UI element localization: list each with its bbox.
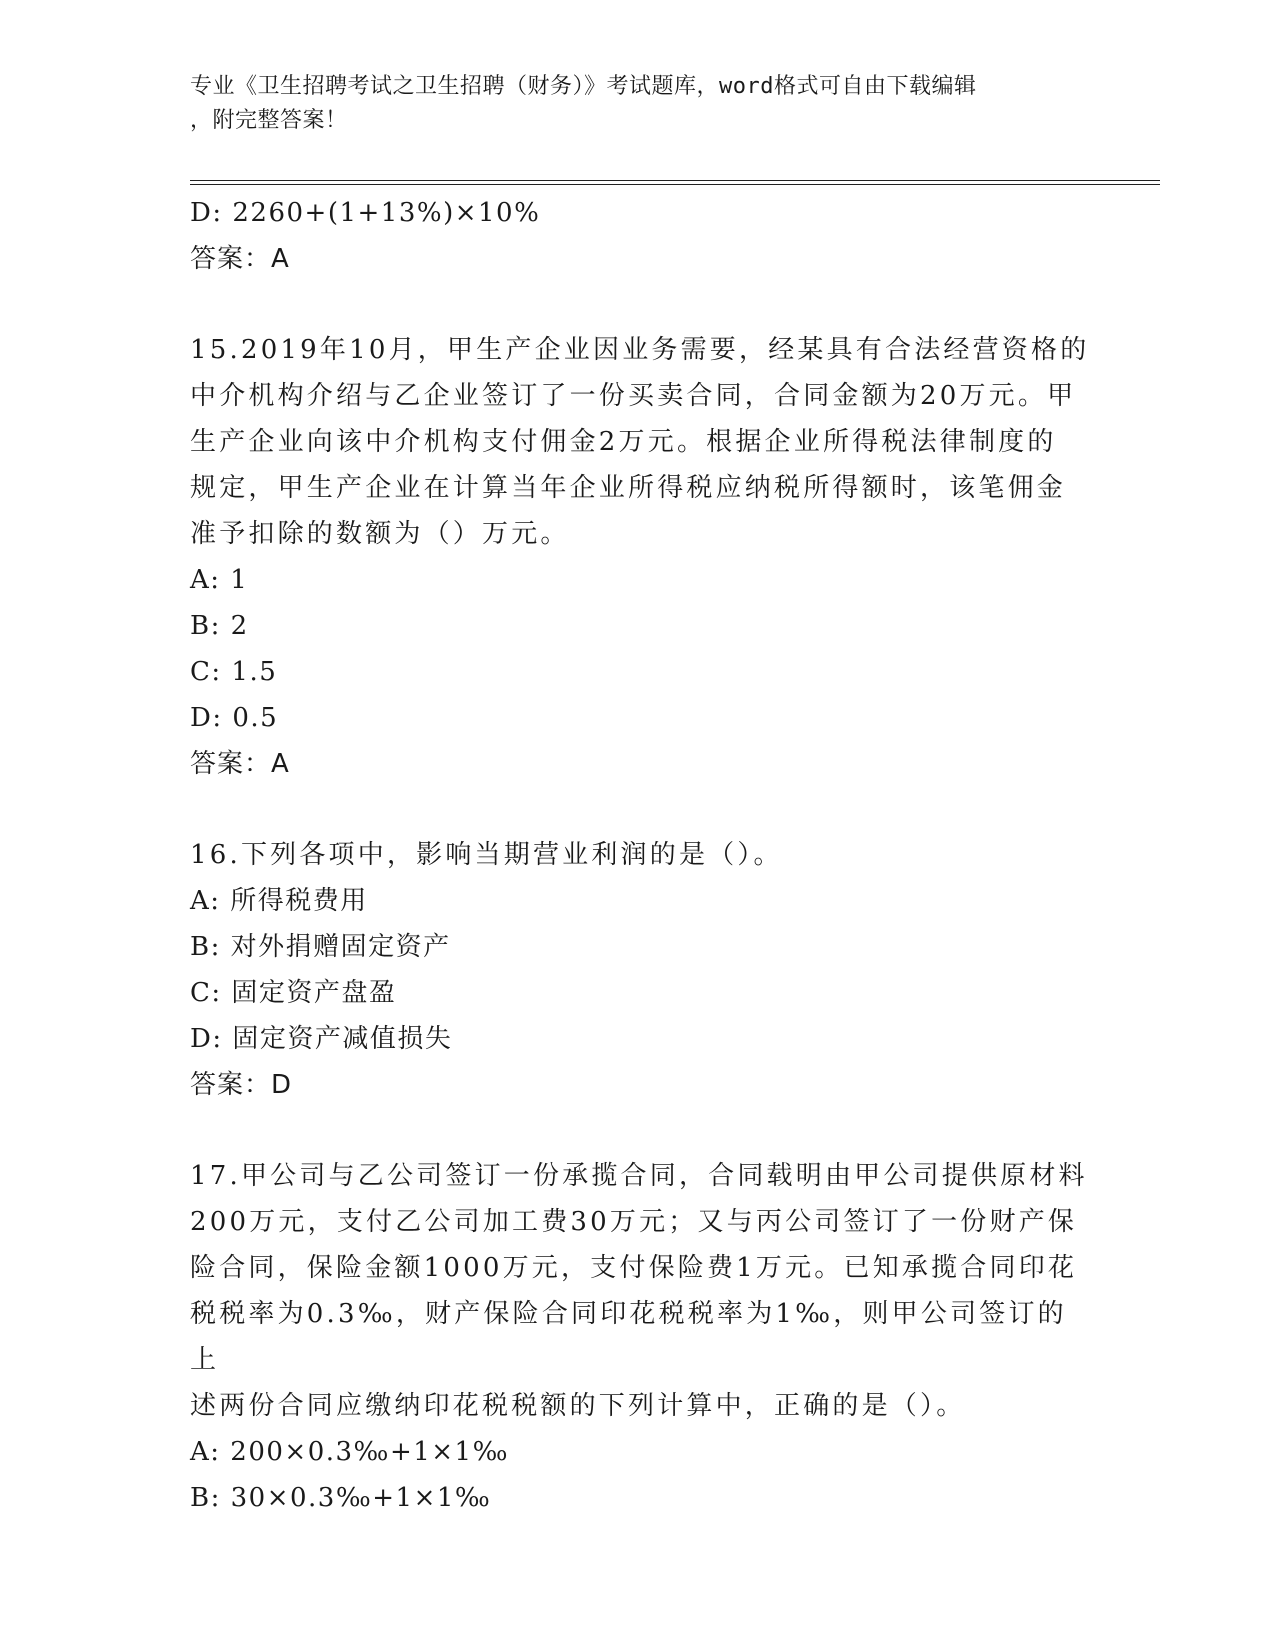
- question-15: [190, 327, 1090, 787]
- question-text-line: 16.下列各项中，影响当期营业利润的是（）。: [190, 840, 783, 870]
- question-text-line: 200万元，支付乙公司加工费30万元；又与丙公司签订了一份财产保: [190, 1207, 1078, 1237]
- option-b: B: 30×0.3‰+1×1‰: [190, 1483, 492, 1513]
- question-text-line: 15.2019年10月，甲生产企业因业务需要，经某具有合法经营资格的: [190, 335, 1090, 365]
- answer-line: 答案：A: [190, 244, 290, 274]
- question-text-line: 险合同，保险金额1000万元，支付保险费1万元。已知承揽合同印花: [190, 1253, 1078, 1283]
- option-c: C: 固定资产盘盈: [190, 978, 397, 1008]
- header-divider-top: [190, 180, 1160, 181]
- question-text-line: 准予扣除的数额为（）万元。: [190, 519, 570, 549]
- document-body: [190, 190, 1090, 1521]
- question-text-line: 17.甲公司与乙公司签订一份承揽合同，合同载明由甲公司提供原材料: [190, 1161, 1088, 1191]
- option-d: D: 固定资产减值损失: [190, 1024, 453, 1054]
- option-d: D: 2260+(1+13%)×10%: [190, 198, 541, 228]
- spacer: [190, 787, 1090, 832]
- spacer: [190, 1108, 1090, 1153]
- question-17: [190, 1153, 1090, 1521]
- question-text-line: 税税率为0.3‰，财产保险合同印花税税率为1‰，则甲公司签订的上: [190, 1299, 1067, 1375]
- question-text-line: 中介机构介绍与乙企业签订了一份买卖合同，合同金额为20万元。甲: [190, 381, 1077, 411]
- option-a: A: 1: [190, 565, 249, 595]
- option-d: D: 0.5: [190, 703, 279, 733]
- header-divider-bottom: [190, 184, 1160, 185]
- option-b: B: 2: [190, 611, 249, 641]
- option-b: B: 对外捐赠固定资产: [190, 932, 451, 962]
- answer-line: 答案：D: [190, 1070, 293, 1100]
- spacer: [190, 282, 1090, 327]
- question-text-line: 述两份合同应缴纳印花税税额的下列计算中，正确的是（）。: [190, 1391, 966, 1421]
- header-line-2: ，附完整答案！: [190, 108, 348, 133]
- answer-line: 答案：A: [190, 749, 290, 779]
- header-line-1: 专业《卫生招聘考试之卫生招聘（财务）》考试题库，word格式可自由下载编辑: [190, 74, 977, 99]
- question-text-line: 生产企业向该中介机构支付佣金2万元。根据企业所得税法律制度的: [190, 427, 1057, 457]
- page-header: [190, 70, 1090, 138]
- option-a: A: 200×0.3‰+1×1‰: [190, 1437, 509, 1467]
- option-c: C: 1.5: [190, 657, 278, 687]
- question-text-line: 规定，甲生产企业在计算当年企业所得税应纳税所得额时，该笔佣金: [190, 473, 1067, 503]
- option-a: A: 所得税费用: [190, 886, 368, 916]
- question-16: [190, 832, 1090, 1108]
